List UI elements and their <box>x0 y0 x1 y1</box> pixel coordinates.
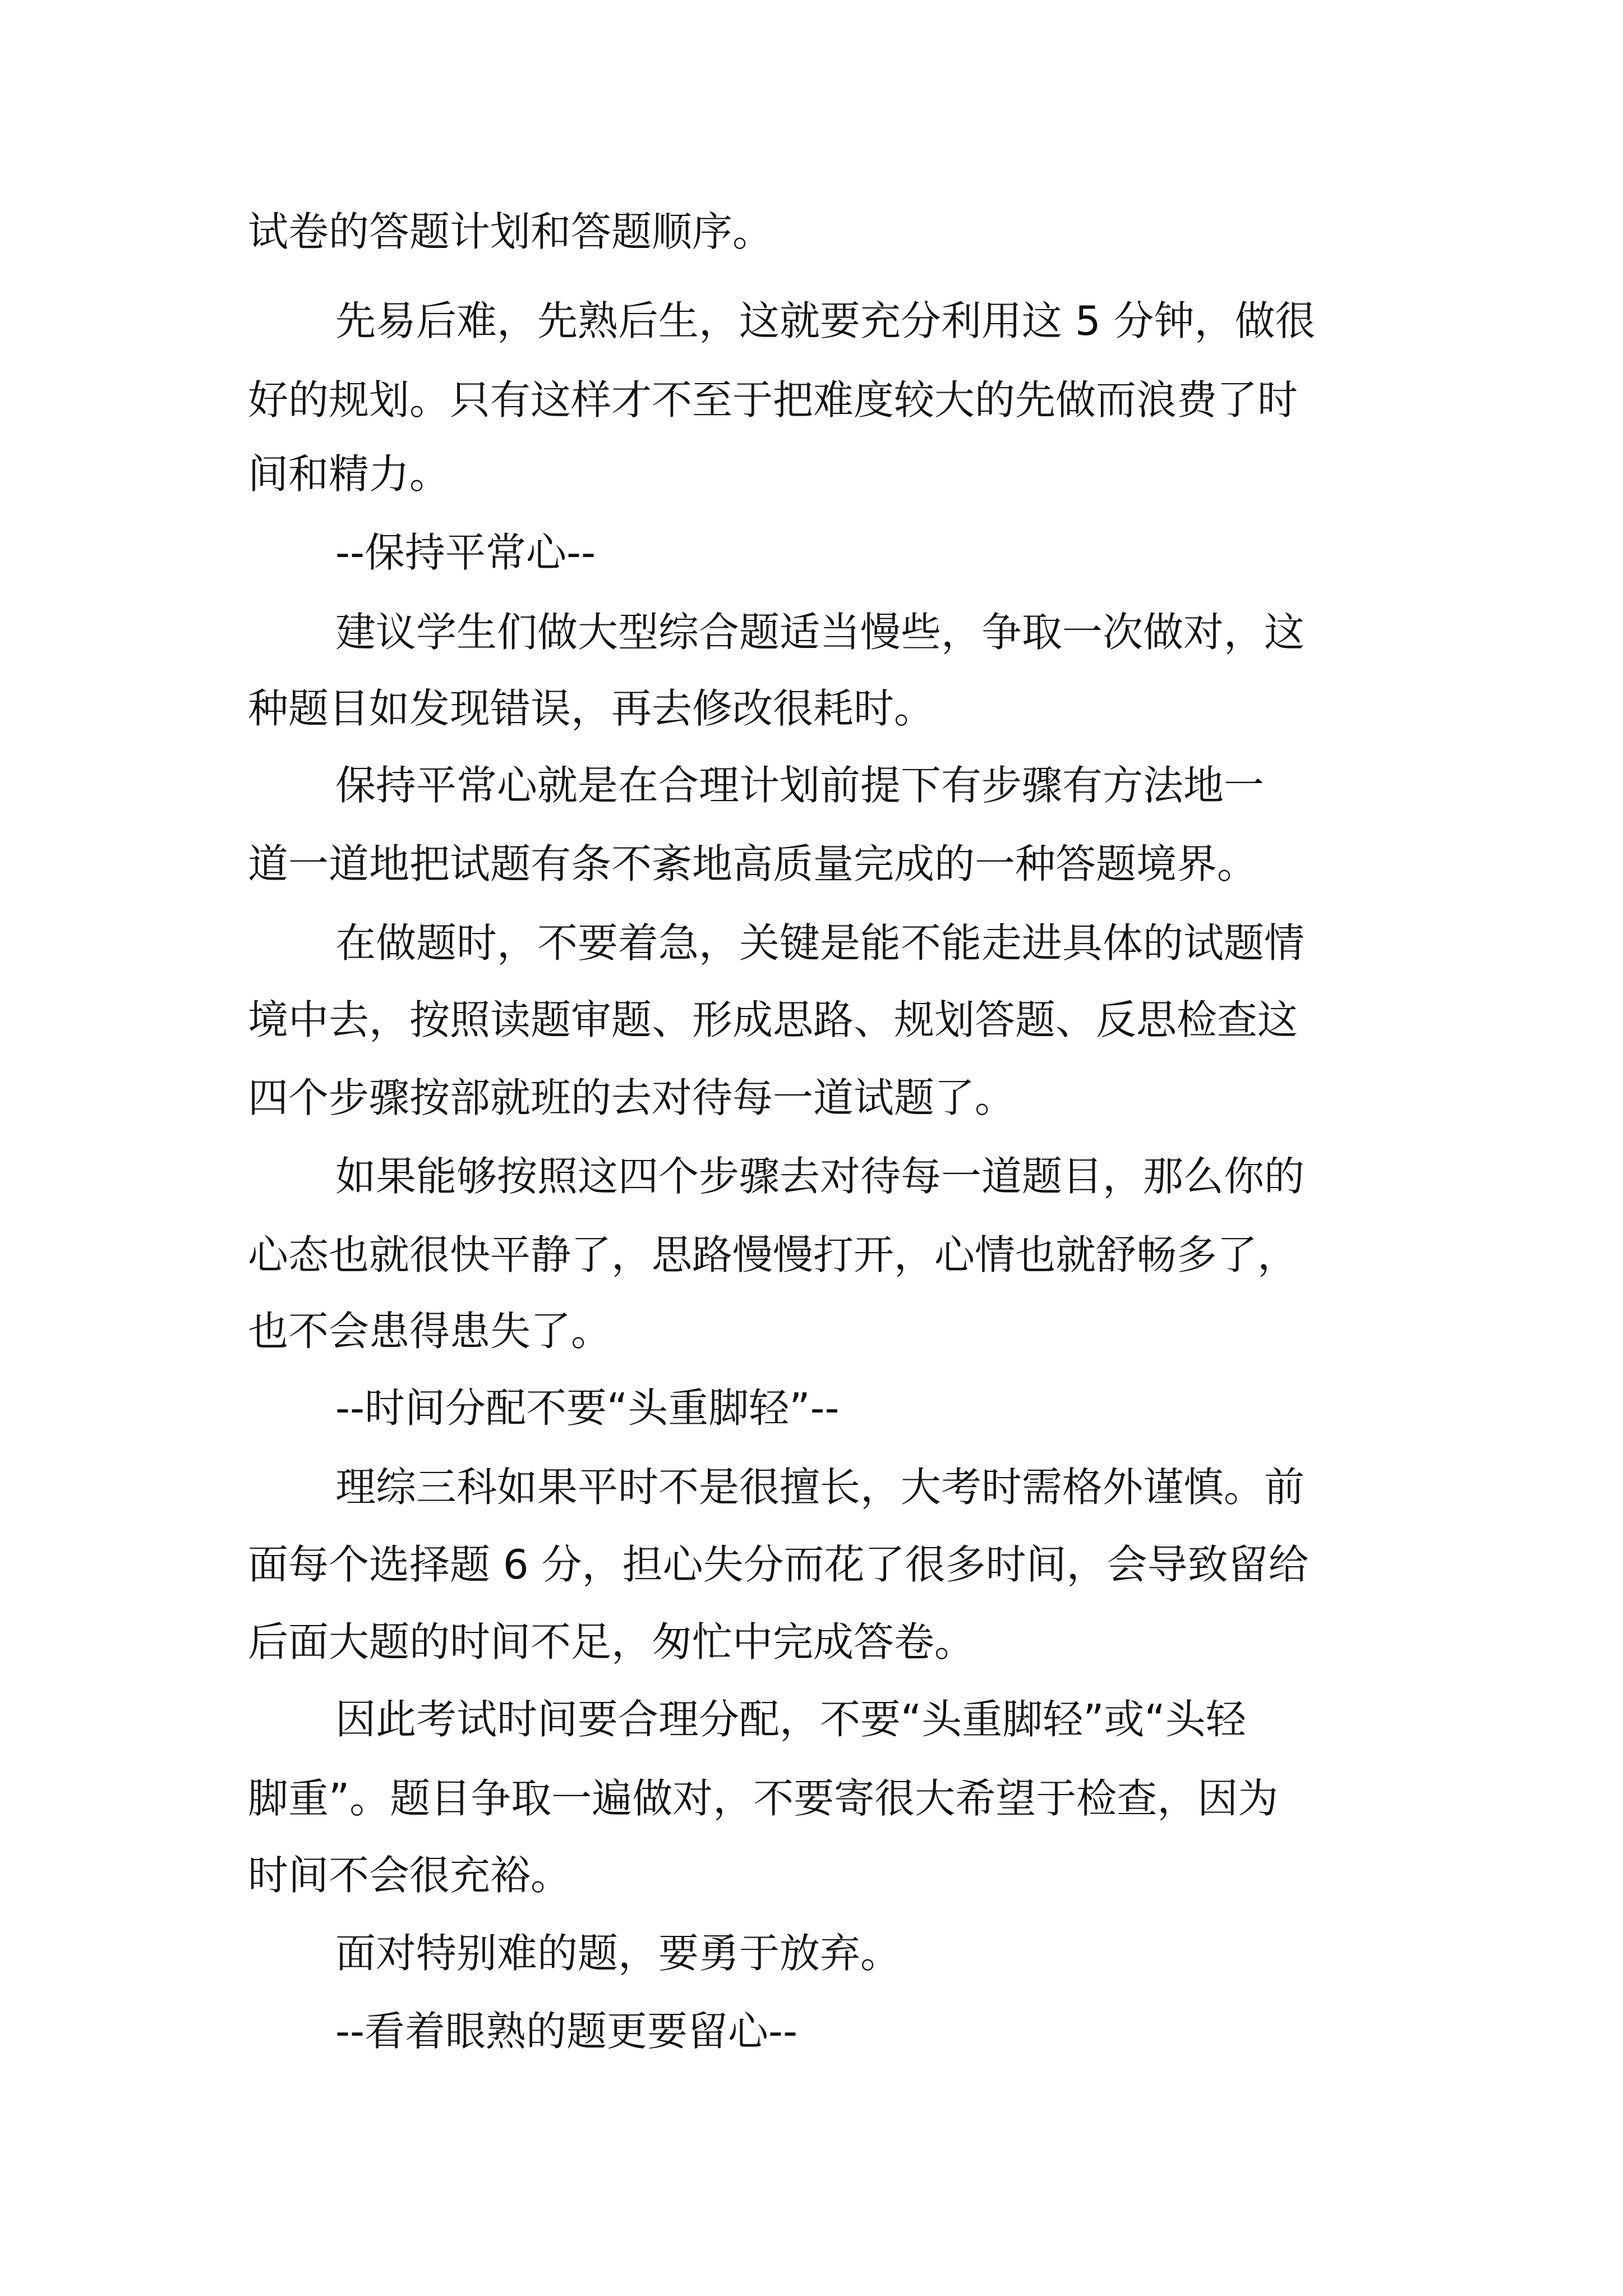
paragraph-text: 面对特别难的题，要勇于放弃。 <box>335 1930 901 1977</box>
paragraph-text: 境中去，按照读题审题、形成思路、规划答题、反思检查这 <box>248 996 1298 1043</box>
text-line <box>0 825 1623 903</box>
text-line <box>0 1680 1623 1759</box>
paragraph-text: 道一道地把试题有条不紊地高质量完成的一种答题境界。 <box>248 840 1258 887</box>
text-line <box>0 1525 1623 1604</box>
paragraph-text: 心态也就很快平静了，思路慢慢打开，心情也就舒畅多了， <box>248 1231 1298 1278</box>
text-line <box>0 593 1623 671</box>
paragraph-text: 脚重”。题目争取一遍做对，不要寄很大希望于检查，因为 <box>248 1775 1279 1822</box>
paragraph-text: 后面大题的时间不足，匆忙中完成答卷。 <box>248 1618 975 1665</box>
text-line <box>0 1369 1623 1447</box>
text-line <box>0 1759 1623 1838</box>
text-line <box>0 669 1623 748</box>
section-heading: --时间分配不要“头重脚轻”-- <box>335 1384 840 1432</box>
paragraph-text: 也不会患得患失了。 <box>248 1308 612 1355</box>
text-line <box>0 282 1623 360</box>
text-line <box>0 1137 1623 1216</box>
text-line <box>0 1603 1623 1681</box>
text-line <box>0 192 1623 271</box>
text-line <box>0 1059 1623 1137</box>
paragraph-text: 先易后难，先熟后生，这就要充分利用这 5 分钟，做很 <box>335 297 1316 344</box>
paragraph-text: 试卷的答题计划和答题顺序。 <box>248 208 773 255</box>
paragraph-text: 四个步骤按部就班的去对待每一道试题了。 <box>248 1074 1016 1121</box>
text-line <box>0 435 1623 513</box>
text-line <box>0 1292 1623 1370</box>
text-line <box>0 904 1623 982</box>
paragraph-text: 因此考试时间要合理分配，不要“头重脚轻”或“头轻 <box>335 1696 1246 1743</box>
paragraph-text: 如果能够按照这四个步骤去对待每一道题目，那么你的 <box>335 1153 1305 1200</box>
text-line <box>0 513 1623 592</box>
paragraph-text: 理综三科如果平时不是很擅长，大考时需格外谨慎。前 <box>335 1464 1305 1511</box>
paragraph-text: 在做题时，不要着急，关键是能不能走进具体的试题情 <box>335 919 1305 967</box>
paragraph-text: 建议学生们做大型综合题适当慢些，争取一次做对，这 <box>335 609 1305 656</box>
text-line <box>0 1914 1623 1993</box>
text-line <box>0 981 1623 1059</box>
paragraph-text: 好的规划。只有这样才不至于把难度较大的先做而浪费了时 <box>248 376 1298 424</box>
text-line <box>0 1216 1623 1294</box>
paragraph-text: 保持平常心就是在合理计划前提下有步骤有方法地一 <box>335 762 1265 809</box>
paragraph-text: 种题目如发现错误，再去修改很耗时。 <box>248 685 935 732</box>
paragraph-text: 间和精力。 <box>248 450 450 498</box>
text-line <box>0 1992 1623 2070</box>
text-line <box>0 1448 1623 1526</box>
section-heading: --保持平常心-- <box>335 529 596 576</box>
paragraph-text: 时间不会很充裕。 <box>248 1852 571 1899</box>
section-heading: --看着眼熟的题更要留心-- <box>335 2008 797 2055</box>
text-line <box>0 361 1623 439</box>
text-line <box>0 1836 1623 1915</box>
text-line <box>0 746 1623 825</box>
paragraph-text: 面每个选择题 6 分，担心失分而花了很多时间，会导致留给 <box>248 1541 1309 1588</box>
